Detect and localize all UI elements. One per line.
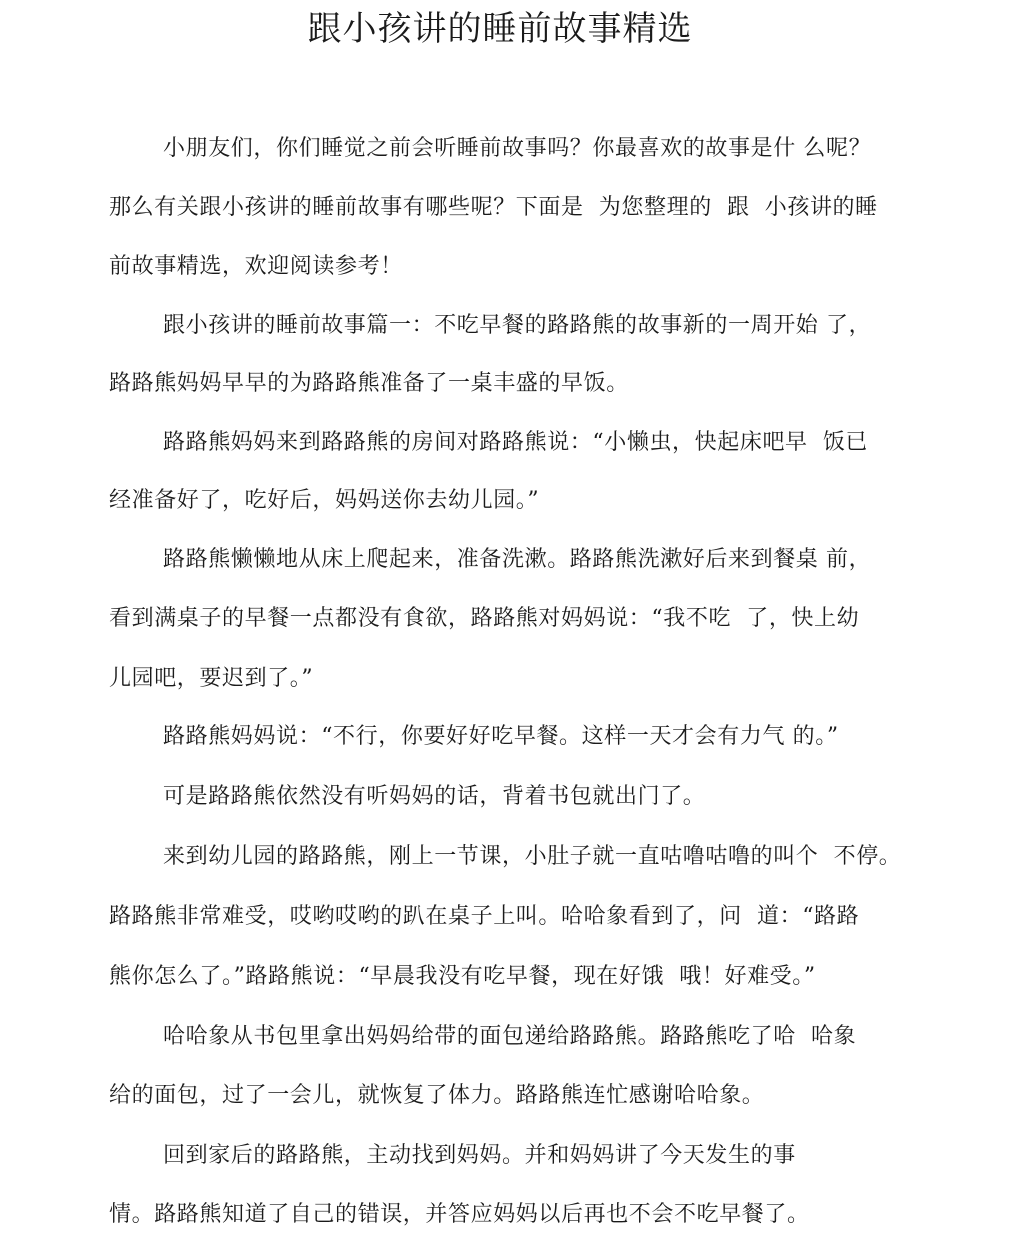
paragraph-line: 给的面包，过了一会儿，就恢复了体力。路路熊连忙感谢哈哈象。 (109, 1083, 765, 1108)
paragraph-line: 回到家后的路路熊，主动找到妈妈。并和妈妈讲了今天发生的事 (163, 1143, 796, 1168)
paragraph-line: 路路熊非常难受，哎哟哎哟的趴在桌子上叫。哈哈象看到了，问 道：“路路 (109, 904, 860, 929)
paragraph-line: 路路熊妈妈早早的为路路熊准备了一桌丰盛的早饭。 (109, 371, 629, 396)
paragraph-line: 跟小孩讲的睡前故事篇一：不吃早餐的路路熊的故事新的一周开始 了， (163, 313, 872, 338)
document-title: 跟小孩讲的睡前故事精选 (307, 9, 693, 49)
paragraph-line: 儿园吧，要迟到了。” (109, 666, 314, 691)
paragraph-line: 前故事精选，欢迎阅读参考！ (109, 254, 403, 279)
paragraph-line: 小朋友们，你们睡觉之前会听睡前故事吗？你最喜欢的故事是什 么呢？ (163, 136, 872, 161)
paragraph-line: 熊你怎么了。”路路熊说：“早晨我没有吃早餐，现在好饿 哦！好难受。” (109, 964, 816, 989)
paragraph-line: 路路熊妈妈说：“不行，你要好好吃早餐。这样一天才会有力气 的。” (163, 724, 839, 749)
paragraph-line: 路路熊懒懒地从床上爬起来，准备洗漱。路路熊洗漱好后来到餐桌 前， (163, 547, 872, 572)
paragraph-line: 那么有关跟小孩讲的睡前故事有哪些呢？下面是 为您整理的 跟 小孩讲的睡 (109, 195, 878, 220)
paragraph-line: 经准备好了，吃好后，妈妈送你去幼儿园。” (109, 488, 540, 513)
paragraph-line: 可是路路熊依然没有听妈妈的话，背着书包就出门了。 (163, 784, 706, 809)
paragraph-line: 看到满桌子的早餐一点都没有食欲，路路熊对妈妈说：“我不吃 了，快上幼 (109, 606, 860, 631)
paragraph-line: 路路熊妈妈来到路路熊的房间对路路熊说：“小懒虫，快起床吧早 饭已 (163, 430, 869, 455)
paragraph-line: 哈哈象从书包里拿出妈妈给带的面包递给路路熊。路路熊吃了哈 哈象 (163, 1024, 857, 1049)
paragraph-line: 情。路路熊知道了自己的错误，并答应妈妈以后再也不会不吃早餐了。 (109, 1202, 810, 1227)
paragraph-line: 来到幼儿园的路路熊，刚上一节课，小肚子就一直咕噜咕噜的叫个 不停。 (163, 844, 902, 869)
